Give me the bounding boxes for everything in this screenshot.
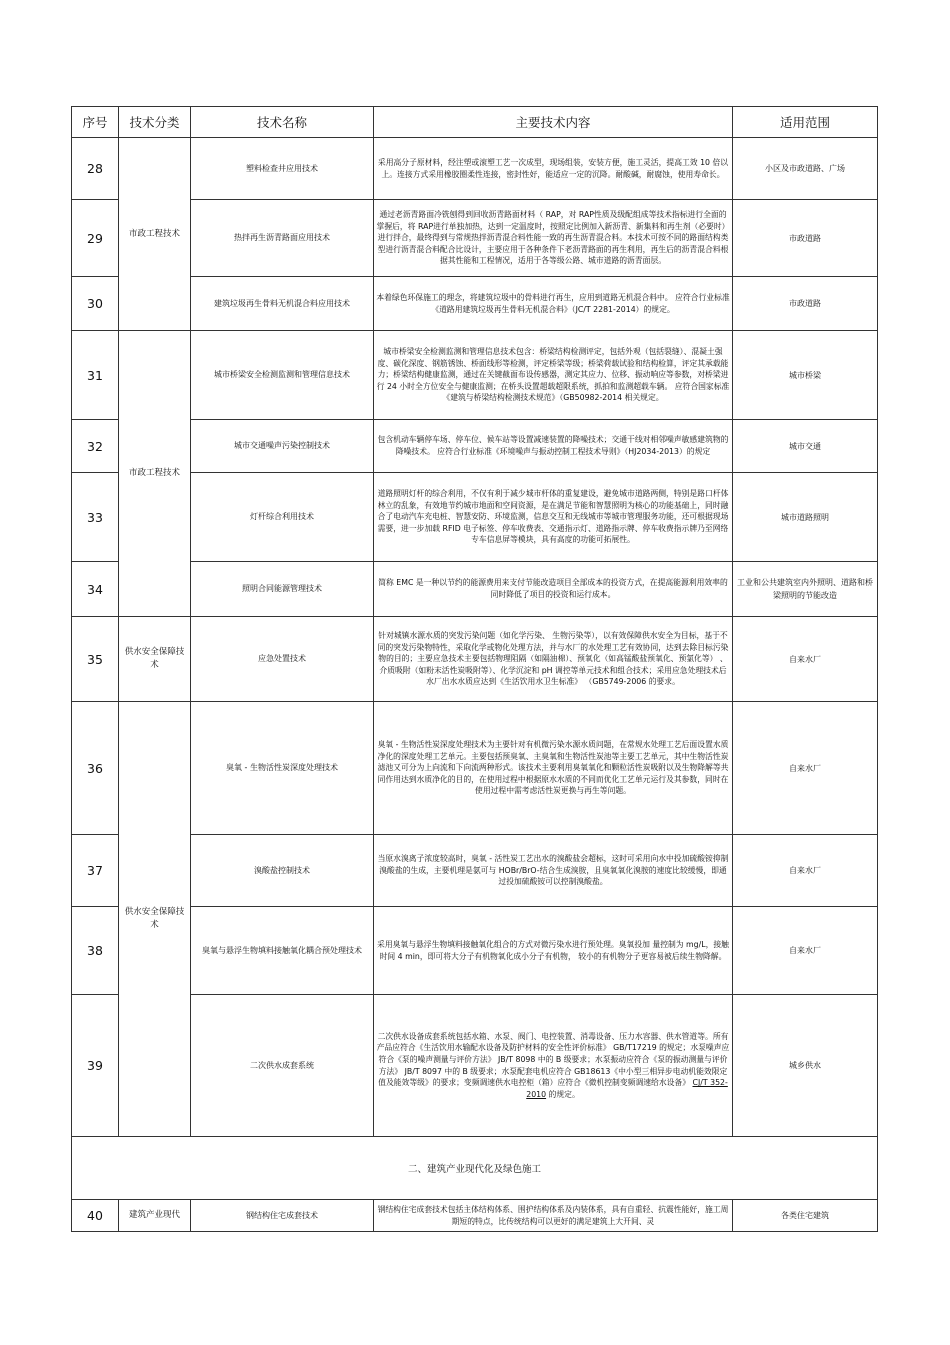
row-number: 31 xyxy=(72,331,119,420)
table-row xyxy=(72,1200,878,1232)
tech-scope: 城市道路照明 xyxy=(733,473,878,562)
table-row xyxy=(72,995,878,1137)
row-number: 28 xyxy=(72,138,119,200)
content-text: 二次供水设备成套系统包括水箱、水泵、阀门、电控装置、消毒设备、压力水容器、供水管道等。所有产品应符合《生活饮用水输配水设备及防护材料的安全性评价标准》 GB/T17219 的规定；水泵噪声应符合《泵的噪声测量与评价方法》 JB/T 8098 中的 B 级要求；水泵振动应符合《泵的振动测量与评价方法》 JB/T 8097 中的 B 级要求；水泵配套电机应符合 GB18613《中小型三相异步电动机能效限定值及能效等级》的要求；变频调速供水电控柜（箱）应符合《微机控制变频调速给水设备》 xyxy=(376,1031,730,1088)
tech-name: 二次供水成套系统 xyxy=(191,995,374,1137)
row-number: 33 xyxy=(72,473,119,562)
tech-name: 灯杆综合利用技术 xyxy=(191,473,374,562)
tech-scope: 工业和公共建筑室内外照明、道路和桥梁照明的节能改造 xyxy=(733,562,878,617)
table-row xyxy=(72,200,878,277)
category-cell: 建筑产业现代 xyxy=(119,1200,191,1232)
tech-scope: 城乡供水 xyxy=(733,995,878,1137)
tech-content: 通过老沥青路面冷铣刨得到回收沥青路面材料（ RAP，对 RAP性质及级配组成等技术指标进行全面的掌握后，将 RAP进行单独加热，达到一定温度时，按照定比例加入新沥青、新集料和再生剂（必要时）进行拌合，最终得到与常规热拌沥青混合料性能一致的再生沥青混合料。本技术可按不同的路面结构类型进行沥青混合料配合比设计，主要应用于各种条件下老沥青路面的再生利用，再生后的沥青混合料根据其性能和工程情况，适用于各等级公路、城市道路的沥青面层。 xyxy=(374,200,733,277)
table-row xyxy=(72,331,878,420)
tech-name: 建筑垃圾再生骨料无机混合料应用技术 xyxy=(191,277,374,331)
tech-name: 城市交通噪声污染控制技术 xyxy=(191,420,374,473)
tech-content: 针对城镇水源水质的突发污染问题（如化学污染、 生物污染等），以有效保障供水安全为目标，基于不同的突发污染物特性，采取化学或物化处理方法，并与水厂的水处理工艺有效协同，达到去除目标污染物的目的；主要应急技术主要包括物理阻隔（如隔油棉）、预氧化（如高锰酸盐预氧化、预氯化等） 、介质吸附（如粉末活性炭吸附等）、化学沉淀和 pH 调控等单元技术和组合技术；采用应急处理技术后水厂出水水质应达到《生活饮用水卫生标准》 （GB5749-2006 的要求。 xyxy=(374,617,733,702)
tech-scope: 城市交通 xyxy=(733,420,878,473)
tech-scope: 各类住宅建筑 xyxy=(733,1200,878,1232)
category-cell: 市政工程技术 xyxy=(119,138,191,331)
row-number: 37 xyxy=(72,835,119,907)
header-category: 技术分类 xyxy=(119,107,191,138)
table-row xyxy=(72,277,878,331)
tech-scope: 市政道路 xyxy=(733,277,878,331)
tech-content: 采用高分子原材料，经注塑或滚塑工艺一次成型，现场组装，安装方便，施工灵活，提高工效 10 倍以上。连接方式采用橡胶圈柔性连接，密封性好，能适应一定的沉降。耐酸碱，耐腐蚀，使用寿命长。 xyxy=(374,138,733,200)
table-row xyxy=(72,907,878,995)
table-row xyxy=(72,473,878,562)
table-row xyxy=(72,702,878,835)
tech-scope: 自来水厂 xyxy=(733,835,878,907)
tech-content: 本着绿色环保施工的理念，将建筑垃圾中的骨料进行再生，应用到道路无机混合料中。 应符合行业标准《道路用建筑垃圾再生骨料无机混合料》（JC/T 2281-2014）的规定。 xyxy=(374,277,733,331)
header-no: 序号 xyxy=(72,107,119,138)
tech-scope: 市政道路 xyxy=(733,200,878,277)
category-cell: 供水安全保障技术 xyxy=(119,702,191,1137)
content-text-end: 的规定。 xyxy=(546,1089,580,1099)
tech-name: 照明合同能源管理技术 xyxy=(191,562,374,617)
tech-name: 城市桥梁安全检测监测和管理信息技术 xyxy=(191,331,374,420)
row-number: 30 xyxy=(72,277,119,331)
tech-name: 热拌再生沥青路面应用技术 xyxy=(191,200,374,277)
standard-code: CJ/T 352-2010 xyxy=(526,1078,728,1099)
tech-content xyxy=(374,995,733,1137)
header-content: 主要技术内容 xyxy=(374,107,733,138)
tech-scope: 小区及市政道路、广场 xyxy=(733,138,878,200)
tech-content: 钢结构住宅成套技术包括主体结构体系、围护结构体系及内装体系，具有自重轻、抗震性能好，施工周期短的特点，比传统结构可以更好的满足建筑上大开间、灵 xyxy=(374,1200,733,1232)
tech-scope: 自来水厂 xyxy=(733,702,878,835)
tech-name: 臭氧与悬浮生物填料接触氧化耦合预处理技术 xyxy=(191,907,374,995)
row-number: 32 xyxy=(72,420,119,473)
row-number: 29 xyxy=(72,200,119,277)
technology-table xyxy=(71,106,878,1232)
row-number: 35 xyxy=(72,617,119,702)
tech-content: 当原水溴离子浓度较高时，臭氧 - 活性炭工艺出水的溴酸盐会超标，这时可采用向水中投加硫酸铵抑制溴酸盐的生成，主要机理是氨可与 HOBr/BrO-结合生成溴胺，且臭氧氧化溴胺的速度比较缓慢，即通过投加硫酸铵可以控制溴酸盐。 xyxy=(374,835,733,907)
table-row xyxy=(72,420,878,473)
tech-content: 臭氧 - 生物活性炭深度处理技术为主要针对有机微污染水源水质问题，在常规水处理工艺后面设置水质净化的深度处理工艺单元。主要包括预臭氧、主臭氧和生物活性炭池等主要工艺单元，其中生物活性炭滤池又可分为上向流和下向流两种形式。该技术主要利用臭氧氧化和颗粒活性炭吸附以及生物降解等共同作用达到水质净化的目的，在使用过程中根据原水水质的不同而优化工艺单元运行及其参数，同时在使用过程中需考虑活性炭更换与再生等问题。 xyxy=(374,702,733,835)
header-scope: 适用范围 xyxy=(733,107,878,138)
row-number: 34 xyxy=(72,562,119,617)
row-number: 38 xyxy=(72,907,119,995)
tech-name: 钢结构住宅成套技术 xyxy=(191,1200,374,1232)
tech-content: 城市桥梁安全检测监测和管理信息技术包含：桥梁结构检测评定，包括外观（包括裂缝）、混凝土强度、碳化深度、钢筋锈蚀、桥面线形等检测，评定桥梁等级；桥梁荷载试验和结构检算，评定其承载能力；桥梁结构健康监测，通过在关键截面布设传感器，测定其应力、位移、振动响应等参数，对桥梁进行 24 小时全方位安全与健康监测；在桥头设置超载超限系统，抓拍和监测超载车辆。 应符合国家标准《建筑与桥梁结构检测技术规范》（GB50982-2014 相关规定。 xyxy=(374,331,733,420)
tech-content: 道路照明灯杆的综合利用，不仅有利于减少城市杆体的重复建设，避免城市道路两侧，特别是路口杆体林立的乱象，有效地节约城市地面和空间资源，是在满足节能和智慧照明为核心的功能基础上，同时融合了电动汽车充电桩、智慧安防、环境监测，信息交互和无线城市等城市管理服务功能，还可根据现场需要，进一步加载 RFID 电子标签、停车收费表、交通指示灯、道路指示牌、停车收费指示牌乃至网络专车信息屏等模块，具有高度的功能可拓展性。 xyxy=(374,473,733,562)
section-title: 二、建筑产业现代化及绿色施工 xyxy=(72,1137,878,1200)
tech-content: 采用臭氧与悬浮生物填料接触氧化组合的方式对微污染水进行预处理。臭氧投加 量控制为 mg/L，接触时间 4 min，即可将大分子有机物氧化成小分子有机物， 较小的有机物分子更容易被后续生物降解。 xyxy=(374,907,733,995)
category-cell: 市政工程技术 xyxy=(119,331,191,617)
tech-scope: 自来水厂 xyxy=(733,907,878,995)
tech-scope: 自来水厂 xyxy=(733,617,878,702)
section-row xyxy=(72,1137,878,1200)
tech-name: 臭氧 - 生物活性炭深度处理技术 xyxy=(191,702,374,835)
header-row xyxy=(72,107,878,138)
tech-content: 包含机动车辆停车场、停车位、候车站等设置减速装置的降噪技术；交通干线对相邻噪声敏感建筑物的降噪技术。 应符合行业标准《环境噪声与振动控制工程技术导则》（HJ2034-2013）的规定 xyxy=(374,420,733,473)
tech-scope: 城市桥梁 xyxy=(733,331,878,420)
tech-content: 简称 EMC 是一种以节约的能源费用来支付节能改造项目全部成本的投资方式，在提高能源利用效率的同时降低了项目的投资和运行成本。 xyxy=(374,562,733,617)
table-row xyxy=(72,617,878,702)
row-number: 39 xyxy=(72,995,119,1137)
table-row xyxy=(72,835,878,907)
tech-name: 应急处置技术 xyxy=(191,617,374,702)
row-number: 36 xyxy=(72,702,119,835)
category-cell: 供水安全保障技术 xyxy=(119,617,191,702)
header-name: 技术名称 xyxy=(191,107,374,138)
tech-name: 塑料检查井应用技术 xyxy=(191,138,374,200)
tech-name: 溴酸盐控制技术 xyxy=(191,835,374,907)
table-row xyxy=(72,562,878,617)
table-row xyxy=(72,138,878,200)
row-number: 40 xyxy=(72,1200,119,1232)
